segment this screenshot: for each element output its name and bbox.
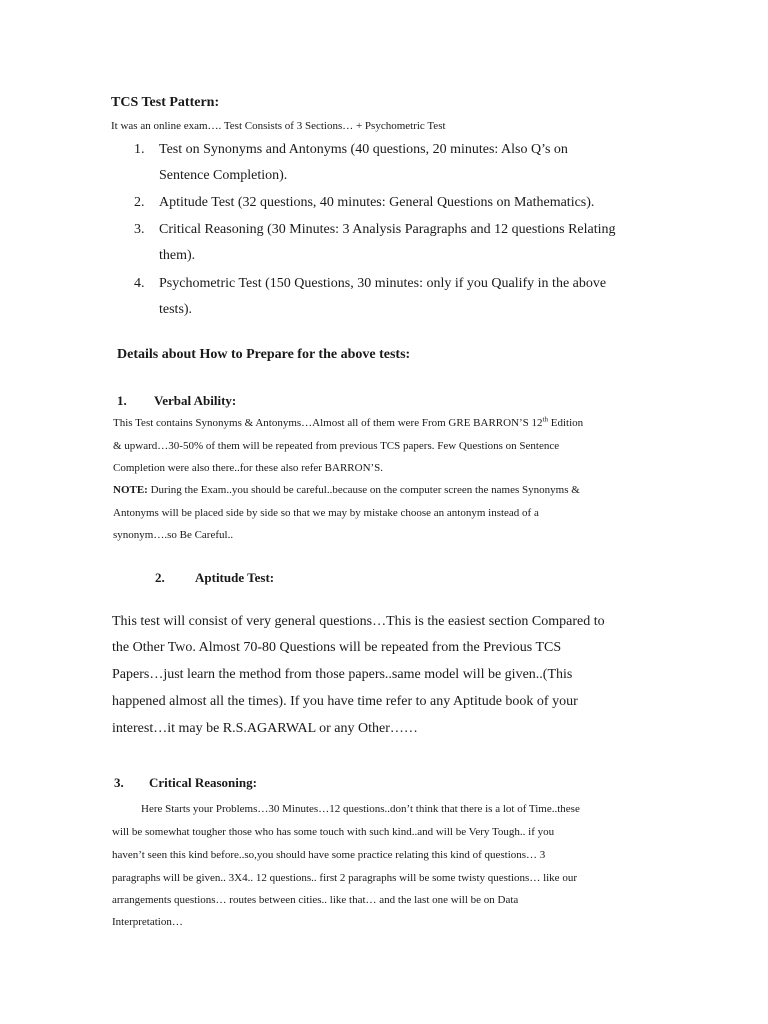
note-line: NOTE: During the Exam..you should be careful..because on the computer screen the names Synonyms &: [113, 484, 580, 496]
section-heading-critical: Critical Reasoning:: [149, 775, 257, 790]
note-line: Antonyms will be placed side by side so that we may by mistake choose an antonym instead of a: [113, 507, 539, 519]
list-number: 1.: [134, 142, 145, 157]
list-number: 4.: [134, 276, 145, 291]
critical-line: paragraphs will be given.. 3X4.. 12 questions.. first 2 paragraphs will be some twisty questions… like our: [112, 872, 577, 884]
section-number: 2.: [155, 570, 165, 585]
list-item-text: Sentence Completion).: [159, 168, 288, 183]
critical-line: Here Starts your Problems…30 Minutes…12 questions..don’t think that there is a lot of Time..these: [141, 803, 580, 815]
section-heading-aptitude: Aptitude Test:: [195, 570, 275, 585]
aptitude-line: happened almost all the times). If you have time refer to any Aptitude book of your: [112, 694, 578, 709]
note-line: synonym….so Be Careful..: [113, 529, 234, 541]
critical-line: arrangements questions… routes between cities.. like that… and the last one will be on Data: [112, 894, 519, 906]
page-title: TCS Test Pattern:: [111, 95, 220, 110]
verbal-line: Completion were also there..for these also refer BARRON’S.: [113, 462, 384, 474]
aptitude-line: the Other Two. Almost 70-80 Questions will be repeated from the Previous TCS: [112, 640, 562, 655]
section-heading-verbal: Verbal Ability:: [154, 393, 237, 408]
list-number: 2.: [134, 195, 145, 210]
list-item-text: Test on Synonyms and Antonyms (40 questions, 20 minutes: Also Q’s on: [159, 142, 568, 157]
list-item-text: tests).: [159, 302, 193, 317]
details-heading: Details about How to Prepare for the above tests:: [117, 347, 411, 362]
intro-text: It was an online exam…. Test Consists of 3 Sections… + Psychometric Test: [111, 120, 446, 132]
section-number: 3.: [114, 775, 124, 790]
list-item-text: Critical Reasoning (30 Minutes: 3 Analysis Paragraphs and 12 questions Relating: [159, 222, 616, 237]
aptitude-line: Papers…just learn the method from those papers..same model will be given..(This: [112, 667, 573, 682]
list-item-text: Psychometric Test (150 Questions, 30 minutes: only if you Qualify in the above: [159, 276, 607, 291]
section-number: 1.: [117, 393, 127, 408]
critical-line: haven’t seen this kind before..so,you should have some practice relating this kind of questions… 3: [112, 849, 546, 861]
list-number: 3.: [134, 222, 145, 237]
aptitude-line: This test will consist of very general questions…This is the easiest section Compared to: [112, 614, 605, 629]
list-item-text: Aptitude Test (32 questions, 40 minutes: General Questions on Mathematics).: [159, 195, 595, 210]
list-item-text: them).: [159, 248, 196, 263]
critical-line: Interpretation…: [112, 916, 183, 928]
verbal-line: This Test contains Synonyms & Antonyms…Almost all of them were From GRE BARRON’S 12th Edition: [113, 415, 584, 429]
verbal-line: & upward…30-50% of them will be repeated from previous TCS papers. Few Questions on Sentence: [113, 440, 560, 452]
aptitude-line: interest…it may be R.S.AGARWAL or any Other……: [112, 721, 418, 736]
critical-line: will be somewhat tougher those who has some touch with such kind..and will be Very Tough.. if you: [112, 826, 555, 838]
